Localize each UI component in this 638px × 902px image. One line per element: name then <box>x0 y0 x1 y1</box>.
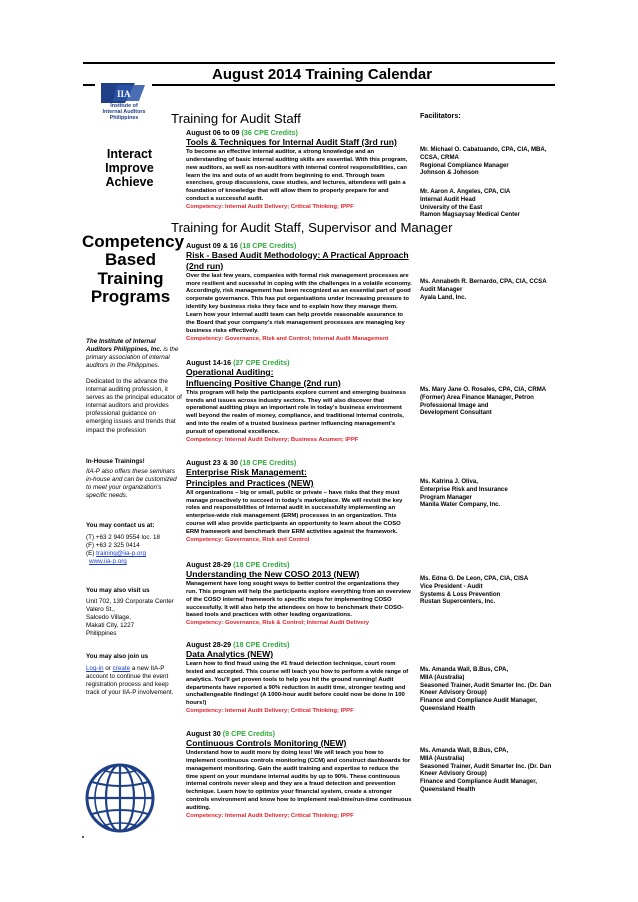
facilitator-role: Vice President - Audit <box>420 582 483 590</box>
org-desc: is the primary association of internal auditors in the Philippines. <box>86 346 179 370</box>
course-competency: Competency: Internal Audit Delivery; Critical Thinking; IPPF <box>186 204 354 211</box>
globe-icon <box>84 762 156 834</box>
facilitator-name: Mr. Michael O. Cabatuando, CPA, CIA, MBA, CCSA, CRMA <box>420 146 547 161</box>
facilitator-3 <box>420 386 560 417</box>
facilitator-company: Manila Water Company, Inc. <box>420 501 501 509</box>
address-line-1: Unit 702, 139 Corporate Center <box>86 598 174 606</box>
course-title: Tools & Techniques for Internal Audit Staff (3rd run) <box>186 137 397 147</box>
contact-email-link[interactable]: training@iia-p.org <box>96 550 146 558</box>
join-heading: You may also join us <box>86 653 149 660</box>
facilitator-1b <box>420 188 560 219</box>
course-description: Understand how to audit more by doing less! We will teach you how to implement continuous controls monitoring (CCM) and construct dashboards for management monitoring. Gain the audit training and expertise to reduce the time spent on your mundane internal audits by up to 90%. These continuous internal controls never sleep and they are a fraud detection and prevention technique. Learn how to optimize your financial system, create a stronger controls environment and know how to implement real-time/run-time continuous auditing. <box>186 749 412 812</box>
course-date: August 23 & 30 (18 CPE Credits) <box>186 458 297 467</box>
course-description: Over the last few years, companies with formal risk management processes are more resilient and sucessful in coping with the challenges in a volatile economy. Accordingly, risk management has been recognized as an essential part of good corporate governance. This has put organisations under increasing pressure to identify key business risks they face and to explain how they manage them. Learn how your internal audit team can help provide reasonable assurance to the Board that your company's risk management processes are managing key business risks effectively. <box>186 272 412 334</box>
course-1 <box>186 128 412 212</box>
course-title-line-2: Principles and Practices (NEW) <box>186 477 314 488</box>
join-text: a new IIA-P account to continue the event registration process and keep track of your IIA-P involvement. <box>86 665 174 697</box>
course-date: August 28-29 (18 CPE Credits) <box>186 560 290 569</box>
facilitator-role: Enterprise Risk and Insurance <box>420 485 508 493</box>
tagline-interact: Interact <box>106 147 153 161</box>
course-title: Continuous Controls Monitoring (NEW) <box>186 738 347 748</box>
contact-heading: You may contact us at: <box>86 522 155 529</box>
course-date: August 09 & 16 (18 CPE Credits) <box>186 241 297 250</box>
course-title-line-2: Influencing Positive Change (2nd run) <box>186 377 341 388</box>
cpe-credits: (18 CPE Credits) <box>233 560 290 569</box>
contact-phone: (T) +63 2 940 9554 loc. 18 <box>86 534 161 542</box>
tagline <box>82 148 177 189</box>
visit-section <box>86 587 182 639</box>
facilitator-name: Ms. Annabeth R. Bernardo, CPA, CIA, CCSA <box>420 278 547 285</box>
page-title: August 2014 Training Calendar <box>212 66 433 83</box>
facilitator-name: Mr. Aaron A. Angeles, CPA, CIA <box>420 188 511 195</box>
course-description: This program will help the participants explore current and emerging business trends and issues across industry sectors. They will also discover that operational auditing plays an important role in today's business environment well beyond the realm of money, compliance, and traditional internal controls, and into the realm of a trusted business partner influencing management's pursuit of operational excellence. <box>186 389 406 436</box>
course-title: Operational Auditing: <box>186 367 274 377</box>
facilitator-6 <box>420 666 560 713</box>
logo-mark: IIA <box>117 89 131 99</box>
facilitator-role: Audit Manager <box>420 285 463 293</box>
course-description: To become an effective internal auditor, a strong knowledge and an understanding of basic internal auditing skills are essential. With this program, new auditors, as well as non-auditors with internal control responsibilities, can learn the ins and outs of an audit from beginning to end. Through team exercises, group discussions, case studies, and lectures, attendees will gain a foundation of knowledge that will allow them to properly prepare for and conduct a successful audit. <box>186 148 408 203</box>
cpe-credits: (18 CPE Credits) <box>239 241 297 250</box>
facilitator-company: Rustan Supercenters, Inc. <box>420 598 496 606</box>
contact-email-label: (E) <box>86 550 97 558</box>
course-date: August 06 to 09 (36 CPE Credits) <box>186 128 298 137</box>
facilitator-4 <box>420 478 560 509</box>
facilitators-heading: Facilitators: <box>420 111 461 120</box>
course-date: August 28-29 (18 CPE Credits) <box>186 640 290 649</box>
section-title-supervisor: Training for Audit Staff, Supervisor and Manager <box>171 220 453 235</box>
programs-line-3: Training <box>97 268 164 288</box>
cpe-credits: (27 CPE Credits) <box>233 358 290 367</box>
org-name: The Institute of Internal Auditors Philippines, Inc. <box>86 338 162 354</box>
section-title-staff: Training for Audit Staff <box>171 111 301 126</box>
course-description: All organizations – big or small, public or private – have risks that they must manage proactively to succeed in today's marketplace. We will revisit the key roles and responsibilities of internal audit in successfully implementing an enterprise-wide risk management (ERM) processes in an organization. This course will also provide participants an opportunity to learn about the COSO ERM framework and benchmark their ERM activities against the framework. <box>186 489 403 536</box>
inhouse-section <box>86 458 182 500</box>
facilitator-company: Ayala Land, Inc. <box>420 293 467 301</box>
facilitator-company: Development Consultant <box>420 409 492 417</box>
inhouse-heading: In-House Trainings! <box>86 458 145 465</box>
join-section <box>86 653 182 697</box>
facilitator-role: Regional Compliance Manager <box>420 161 509 169</box>
address-line-4: Makati City, 1227 <box>86 622 135 630</box>
address-line-2: Valero St., <box>86 606 115 614</box>
address-line-5: Philippines <box>86 630 117 638</box>
course-competency: Competency: Internal Audit Delivery; Business Acumen; IPPF <box>186 437 359 444</box>
course-date: August 30 (9 CPE Credits) <box>186 729 276 738</box>
course-date: August 14-16 (27 CPE Credits) <box>186 358 290 367</box>
facilitator-company: Professional Image and <box>420 401 489 409</box>
title-rule <box>83 84 555 86</box>
facilitator-company: Program Manager <box>420 493 472 501</box>
facilitator-role: MIIA (Australia) <box>420 754 465 762</box>
course-7 <box>186 729 412 821</box>
create-account-link[interactable]: create <box>112 665 131 673</box>
course-competency: Competency: Governance, Risk & Control; Internal Audit Delivery <box>186 620 370 627</box>
facilitator-2 <box>420 278 560 301</box>
course-description: Learn how to find fraud using the #1 fraud detection technique, court room tested and accepted. This course will teach you how to perform a wide range of analytics. You'll get proven tools to help you hit the ground running! Audit departments have reported a 90% reduction in audit time, stronger testing and unchallengeable findings! (A 1000-hour audit before could now be done in 100 hours!) <box>186 660 409 707</box>
facilitator-1a <box>420 146 560 177</box>
stray-dot <box>82 836 84 838</box>
facilitator-company: Finance and Compliance Audit Manager, Queensland Health <box>420 697 537 712</box>
programs-line-2: Based <box>104 250 157 270</box>
programs-line-1: Competency <box>82 232 185 251</box>
top-rule <box>83 62 555 64</box>
course-4 <box>186 458 412 545</box>
course-2 <box>186 241 412 344</box>
facilitator-7 <box>420 747 560 794</box>
facilitator-name: Ms. Katrina J. Oliva, <box>420 478 478 485</box>
course-competency: Competency: Governance, Risk and Control <box>186 537 310 544</box>
facilitator-company: Johnson & Johnson <box>420 169 479 177</box>
programs-heading <box>82 232 185 307</box>
inhouse-text: IIA-P also offers these seminars in-house and can be customized to meet your organization's specific needs. <box>86 468 177 500</box>
logo-line-3: Philippines <box>109 115 139 122</box>
visit-heading: You may also visit us <box>86 587 150 594</box>
about-mission: Dedicated to the advance the internal auditing profession, it serves as the principal educator of internal auditors and provides professional guidance on emerging issues and trends that impact the profession <box>86 378 182 434</box>
cpe-credits: (36 CPE Credits) <box>241 128 298 137</box>
contact-website-link[interactable]: www.iia-p.org <box>89 558 127 566</box>
cpe-credits: (9 CPE Credits) <box>222 729 276 738</box>
facilitator-name: Ms. Edna G. De Leon, CPA, CIA, CISA <box>420 575 529 582</box>
logo-text <box>70 103 178 122</box>
join-or: or <box>103 665 113 673</box>
course-6 <box>186 640 412 716</box>
logo-line-1: Institute of <box>110 103 138 109</box>
contact-section <box>86 522 182 566</box>
cpe-credits: (18 CPE Credits) <box>233 640 290 649</box>
facilitator-name: Ms. Amanda Wall, B.Bus, CPA, <box>420 747 509 754</box>
course-title: Enterprise Risk Management: <box>186 467 307 477</box>
course-competency: Competency: Internal Audit Delivery; Critical Thinking; IPPF <box>186 813 354 820</box>
facilitator-role: (Former) Area Finance Manager, Petron <box>420 393 534 401</box>
facilitator-role: MIIA (Australia) <box>420 673 465 681</box>
contact-fax: (F) +63 2 325 0414 <box>86 542 140 550</box>
facilitator-name: Ms. Amanda Wall, B.Bus, CPA, <box>420 666 509 673</box>
cpe-credits: (18 CPE Credits) <box>239 458 297 467</box>
course-title: Data Analytics (NEW) <box>186 649 274 659</box>
course-competency: Competency: Governance, Risk and Control; Internal Audit Management <box>186 335 389 342</box>
facilitator-role: Internal Audit Head <box>420 195 476 203</box>
facilitator-company: Systems & Loss Prevention <box>420 590 501 598</box>
about-org <box>86 338 182 370</box>
facilitator-company: University of the East <box>420 203 483 211</box>
logo-line-2: Internal Auditors <box>102 109 146 116</box>
tagline-achieve: Achieve <box>105 174 154 189</box>
facilitator-5 <box>420 575 560 606</box>
course-5 <box>186 560 412 628</box>
course-competency: Competency: Internal Audit Delivery; Critical Thinking; IPPF <box>186 708 354 715</box>
facilitator-name: Ms. Mary Jane O. Rosales, CPA, CIA, CRMA <box>420 386 547 393</box>
course-title-line-2: (2nd run) <box>186 260 224 271</box>
course-title: Understanding the New COSO 2013 (NEW) <box>186 569 360 579</box>
course-description: Management have long sought ways to better control the organizations they run. This program will help the participants explore everything from an overview of the COSO internal framework to specific steps for implementing COSO successfully. It will also help the attendees on how to benchmark their COSO-based tools and practices with other leading organizations. <box>186 580 411 619</box>
login-link[interactable]: Log-in <box>86 665 104 673</box>
course-3 <box>186 358 412 445</box>
facilitator-company: Ramon Magsaysay Medical Center <box>420 211 520 219</box>
course-title: Risk - Based Audit Methodology: A Practical Approach <box>186 250 409 260</box>
facilitator-company: Seasoned Trainer, Audit Smarter Inc. (Dr. Dan Kneer Advisory Group) <box>420 762 552 778</box>
address-line-3: Salcedo Village, <box>86 614 132 622</box>
facilitator-company: Seasoned Trainer, Audit Smarter Inc. (Dr. Dan Kneer Advisory Group) <box>420 681 552 697</box>
programs-line-4: Programs <box>90 287 171 307</box>
tagline-improve: Improve <box>105 160 154 175</box>
facilitator-company: Finance and Compliance Audit Manager, Queensland Health <box>420 778 537 793</box>
